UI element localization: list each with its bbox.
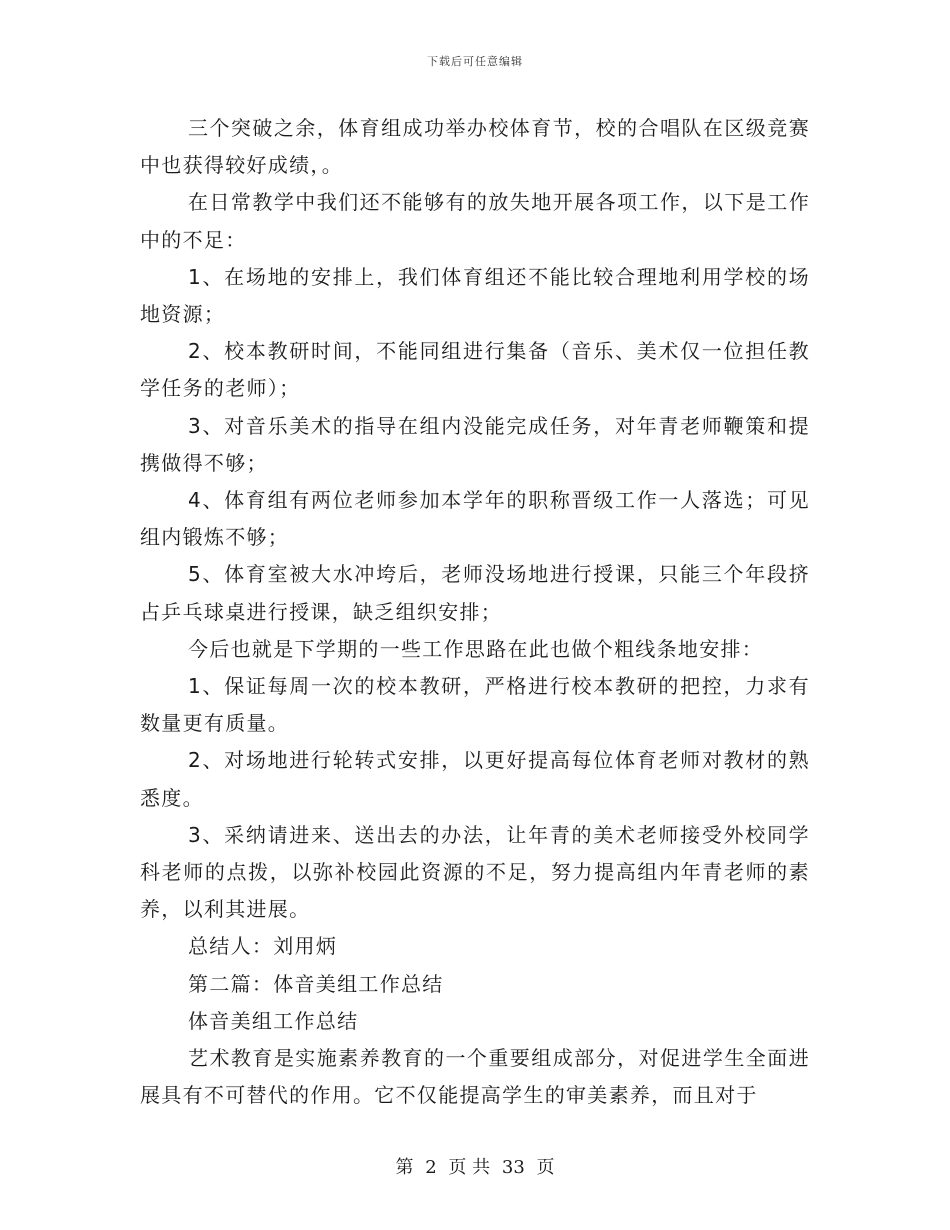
document-body (140, 110, 810, 1114)
paragraph-7: 5、体育室被大水冲垮后，老师没场地进行授课，只能三个年段挤占乒乓球桌进行授课，缺乏组织安排； (140, 562, 810, 624)
section-title: 体音美组工作总结 (188, 1008, 359, 1033)
footer-suffix: 页 (536, 1157, 555, 1178)
page-header: 下载后可任意编辑 (427, 55, 523, 68)
section-heading: 第二篇：体音美组工作总结 (188, 971, 444, 996)
paragraph-9: 1、保证每周一次的校本教研，严格进行校本教研的把控，力求有数量更有质量。 (140, 674, 810, 736)
paragraph-4: 2、校本教研时间，不能同组进行集备（音乐、美术仅一位担任教学任务的老师）； (140, 339, 810, 401)
paragraph-5: 3、对音乐美术的指导在组内没能完成任务，对年青老师鞭策和提携做得不够； (140, 413, 810, 475)
footer-page-number: 2 (425, 1157, 437, 1178)
paragraph-1: 三个突破之余，体育组成功举办校体育节，校的合唱队在区级竞赛中也获得较好成绩，。 (140, 116, 810, 178)
paragraph-15: 艺术教育是实施素养教育的一个重要组成部分，对促进学生全面进展具有不可替代的作用。它不仅能提高学生的审美素养，而且对于 (140, 1046, 810, 1108)
paragraph-2: 在日常教学中我们还不能够有的放失地开展各项工作，以下是工作中的不足： (140, 190, 810, 252)
author-line: 总结人：刘用炳 (188, 934, 338, 959)
paragraph-3: 1、在场地的安排上，我们体育组还不能比较合理地利用学校的场地资源； (140, 264, 810, 327)
page-footer (0, 1153, 950, 1179)
paragraph-8: 今后也就是下学期的一些工作思路在此也做个粗线条地安排： (188, 636, 764, 661)
paragraph-10: 2、对场地进行轮转式安排，以更好提高每位体育老师对教材的熟悉度。 (140, 748, 810, 810)
footer-prefix: 第 (395, 1157, 414, 1178)
footer-total-pages: 33 (501, 1157, 525, 1178)
footer-middle: 页 共 (448, 1157, 491, 1178)
paragraph-6: 4、体育组有两位老师参加本学年的职称晋级工作一人落选；可见组内锻炼不够； (140, 488, 810, 550)
paragraph-11: 3、采纳请进来、送出去的办法，让年青的美术老师接受外校同学科老师的点拨，以弥补校园此资源的不足，努力提高组内年青老师的素养，以利其进展。 (140, 822, 810, 922)
